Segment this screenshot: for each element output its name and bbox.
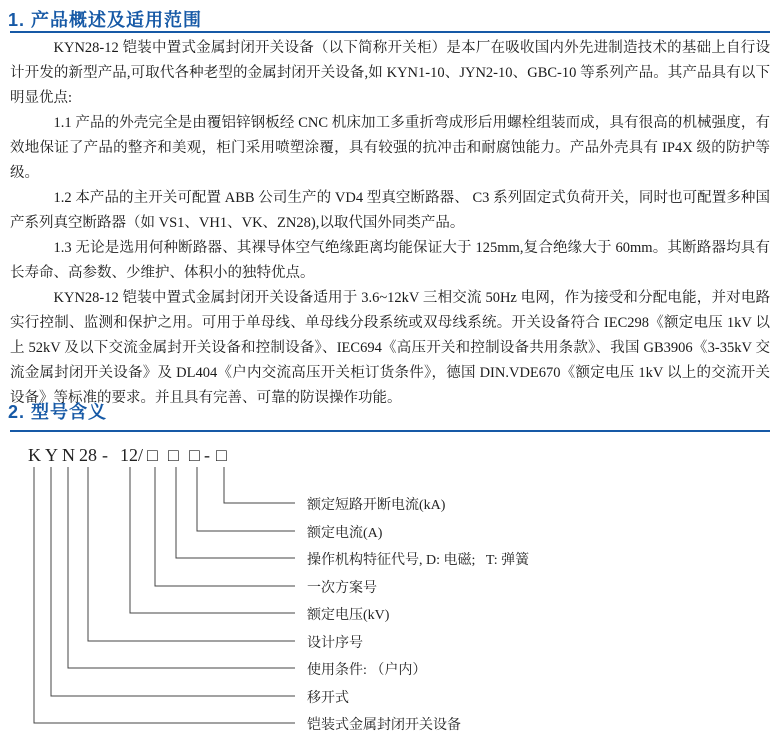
model-code-part: K <box>28 445 41 465</box>
model-code-box: □ <box>147 445 158 465</box>
model-code-part: 12/ <box>120 445 144 465</box>
model-code-part: N <box>62 445 75 465</box>
paragraph-product-intro: KYN28-12 铠装中置式金属封闭开关设备（以下简称开关柜）是本厂在吸收国内外先进制造技术的基础上自行设计开发的新型产品,可取代各种老型的金属封闭开关设备,如 KYN1-10、JYN2-10、GBC-10 等系列产品。其产品具有以下明显优点: <box>10 40 770 106</box>
paragraph-application-scope: KYN28-12 铠装中置式金属封闭开关设备适用于 3.6~12kV 三相交流 50Hz 电网，作为接受和分配电能，并对电路实行控制、监测和保护之用。可用于单母线、单母线分段系统或双母线系统。开关设备符合 IEC298《额定电压 1kV 以上 52kV 及以下交流金属封开关设备和控制设备》、IEC694《高压开关和控制设备共用条款》、我国 GB3906《3-35kV 交流金属封闭开关设备》及 DL404《户内交流高压开关柜订货条件》，德国 DIN.VDE670《额定电压 1kV 以上的交流开关设备》等标准的要求。并且具有完善、可靠的防误操作功能。 <box>10 290 770 406</box>
connector-line <box>224 467 295 503</box>
model-code-label: 操作机构特征代号, D: 电磁; T: 弹簧 <box>307 553 530 568</box>
section-2-heading: 2. 型号含义 <box>8 402 108 422</box>
connector-line <box>34 467 295 723</box>
model-code-label: 额定电流(A) <box>307 526 383 541</box>
paragraph-advantage-1-1: 1.1 产品的外壳完全是由覆铝锌钢板经 CNC 机床加工多重折弯成形后用螺栓组装而成，具有很高的机械强度，有效地保证了产品的整齐和美观，柜门采用喷塑涂覆，具有较强的抗冲击和耐腐蚀能力。产品外壳具有 IP4X 级的防护等级。 <box>10 115 770 181</box>
model-code-box: □ <box>216 445 227 465</box>
paragraph-advantage-1-3: 1.3 无论是选用何种断路器、其裸导体空气绝缘距离均能保证大于 125mm,复合绝缘大于 60mm。其断路器均具有长寿命、高参数、少维护、体积小的独特优点。 <box>10 240 770 281</box>
model-code-diagram <box>0 445 780 738</box>
section-1-divider <box>10 31 770 33</box>
model-code-box: □ <box>168 445 179 465</box>
model-code-box: □ <box>189 445 200 465</box>
connector-line <box>197 467 295 531</box>
model-code-dash: - <box>102 445 108 465</box>
section-1-heading: 1. 产品概述及适用范围 <box>8 10 203 30</box>
connector-line <box>88 467 295 641</box>
connector-line <box>68 467 295 668</box>
model-code-label: 设计序号 <box>307 636 363 651</box>
section-2-divider <box>10 430 770 432</box>
model-code-label: 铠装式金属封闭开关设备 <box>307 718 461 733</box>
connector-line <box>176 467 295 558</box>
model-code-label: 使用条件: （户内） <box>307 663 427 678</box>
model-code-label: 额定电压(kV) <box>307 608 390 623</box>
model-code-part: 28 <box>79 445 97 465</box>
model-code-label: 额定短路开断电流(kA) <box>307 498 446 513</box>
model-code-part: Y <box>45 445 58 465</box>
section-1-body <box>10 36 770 411</box>
model-code-dash: - <box>204 445 210 465</box>
model-code-label: 移开式 <box>307 691 349 706</box>
paragraph-advantage-1-2: 1.2 本产品的主开关可配置 ABB 公司生产的 VD4 型真空断路器、 C3 系列固定式负荷开关，同时也可配置多种国产系列真空断路器（如 VS1、VH1、VK、ZN28),以取代国外同类产品。 <box>10 190 770 231</box>
model-code-connector-lines <box>0 445 780 738</box>
model-code-label: 一次方案号 <box>307 581 377 596</box>
